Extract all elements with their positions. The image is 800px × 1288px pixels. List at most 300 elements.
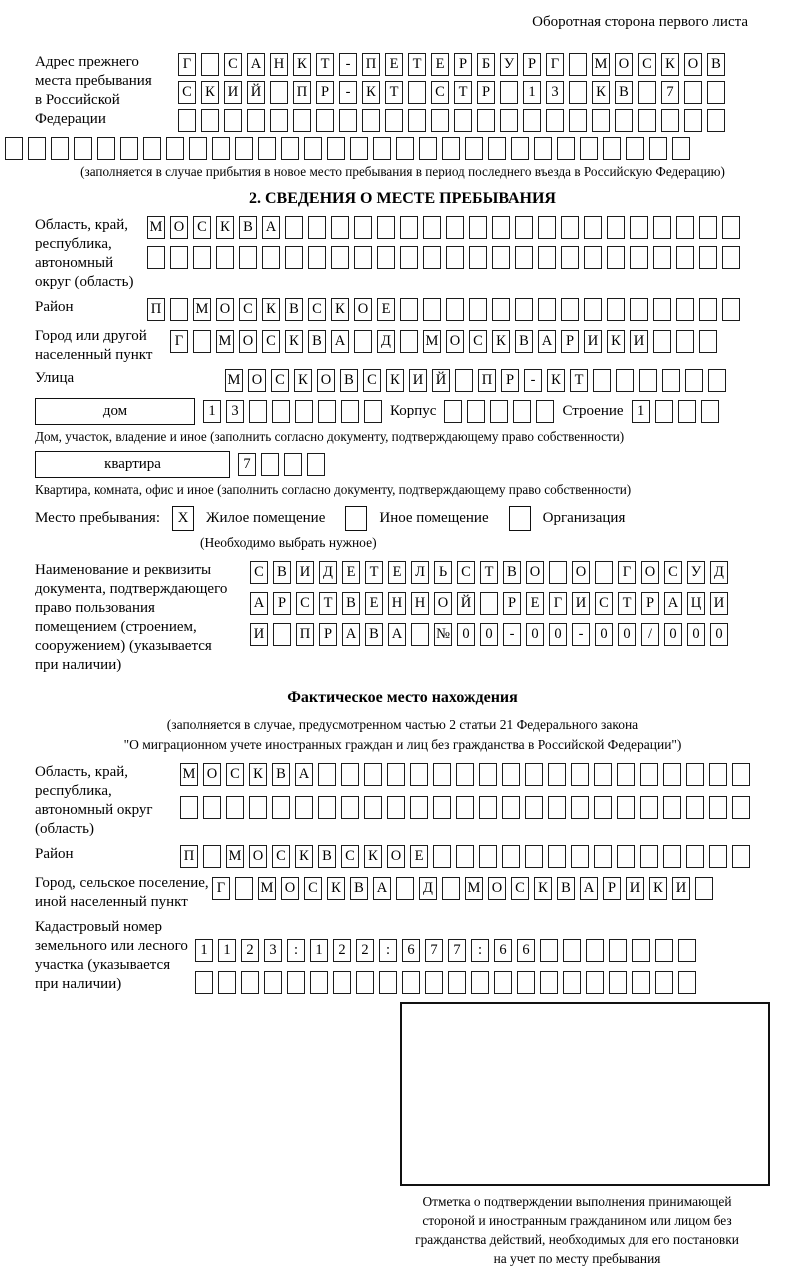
- char-box[interactable]: Т: [385, 81, 403, 104]
- char-box[interactable]: А: [331, 330, 349, 353]
- char-box[interactable]: [569, 53, 587, 76]
- char-box[interactable]: С: [664, 561, 682, 584]
- char-box[interactable]: О: [572, 561, 590, 584]
- char-box[interactable]: К: [294, 369, 312, 392]
- char-box[interactable]: П: [478, 369, 496, 392]
- char-box[interactable]: 7: [661, 81, 679, 104]
- char-box[interactable]: У: [500, 53, 518, 76]
- char-box[interactable]: [492, 298, 510, 321]
- char-box[interactable]: [396, 137, 414, 160]
- char-box[interactable]: О: [239, 330, 257, 353]
- char-box[interactable]: К: [285, 330, 303, 353]
- char-box[interactable]: 7: [448, 939, 466, 962]
- char-box[interactable]: [536, 400, 554, 423]
- prev-address-row-3[interactable]: [178, 109, 725, 132]
- char-box[interactable]: О: [248, 369, 266, 392]
- char-box[interactable]: [364, 796, 382, 819]
- char-box[interactable]: [262, 246, 280, 269]
- char-box[interactable]: -: [524, 369, 542, 392]
- char-box[interactable]: К: [386, 369, 404, 392]
- char-box[interactable]: 0: [687, 623, 705, 646]
- char-box[interactable]: 7: [425, 939, 443, 962]
- char-box[interactable]: [308, 246, 326, 269]
- char-box[interactable]: [170, 298, 188, 321]
- char-box[interactable]: [120, 137, 138, 160]
- char-box[interactable]: О: [354, 298, 372, 321]
- char-box[interactable]: 0: [595, 623, 613, 646]
- char-box[interactable]: [249, 796, 267, 819]
- char-box[interactable]: К: [293, 53, 311, 76]
- char-box[interactable]: [170, 246, 188, 269]
- char-box[interactable]: [444, 400, 462, 423]
- char-box[interactable]: Л: [411, 561, 429, 584]
- char-box[interactable]: [676, 216, 694, 239]
- char-box[interactable]: [563, 939, 581, 962]
- char-box[interactable]: [603, 137, 621, 160]
- doc-row-1[interactable]: [250, 561, 728, 584]
- char-box[interactable]: [469, 216, 487, 239]
- checkbox-inoe[interactable]: [345, 506, 367, 531]
- char-box[interactable]: [540, 971, 558, 994]
- char-box[interactable]: [455, 369, 473, 392]
- char-box[interactable]: [640, 763, 658, 786]
- char-box[interactable]: [663, 845, 681, 868]
- char-box[interactable]: Ц: [687, 592, 705, 615]
- char-box[interactable]: С: [341, 845, 359, 868]
- char-box[interactable]: [584, 246, 602, 269]
- char-box[interactable]: В: [273, 561, 291, 584]
- char-box[interactable]: [261, 453, 279, 476]
- char-box[interactable]: Е: [388, 561, 406, 584]
- char-box[interactable]: [247, 109, 265, 132]
- char-box[interactable]: Р: [603, 877, 621, 900]
- char-box[interactable]: Д: [710, 561, 728, 584]
- char-box[interactable]: №: [434, 623, 452, 646]
- char-box[interactable]: О: [387, 845, 405, 868]
- char-box[interactable]: Г: [170, 330, 188, 353]
- char-box[interactable]: [492, 216, 510, 239]
- char-box[interactable]: Т: [454, 81, 472, 104]
- char-box[interactable]: С: [511, 877, 529, 900]
- char-box[interactable]: Н: [411, 592, 429, 615]
- char-box[interactable]: А: [580, 877, 598, 900]
- char-box[interactable]: [270, 81, 288, 104]
- char-box[interactable]: [28, 137, 46, 160]
- char-box[interactable]: О: [641, 561, 659, 584]
- char-box[interactable]: [593, 369, 611, 392]
- char-box[interactable]: [285, 216, 303, 239]
- char-box[interactable]: [525, 763, 543, 786]
- char-box[interactable]: [423, 246, 441, 269]
- char-box[interactable]: [500, 81, 518, 104]
- char-box[interactable]: [272, 796, 290, 819]
- char-box[interactable]: [216, 246, 234, 269]
- char-box[interactable]: К: [331, 298, 349, 321]
- char-box[interactable]: 3: [546, 81, 564, 104]
- char-box[interactable]: К: [661, 53, 679, 76]
- char-box[interactable]: [203, 845, 221, 868]
- char-box[interactable]: [377, 216, 395, 239]
- char-box[interactable]: 1: [203, 400, 221, 423]
- char-box[interactable]: [548, 845, 566, 868]
- char-box[interactable]: [661, 109, 679, 132]
- char-box[interactable]: Е: [365, 592, 383, 615]
- char-box[interactable]: А: [247, 53, 265, 76]
- char-box[interactable]: О: [203, 763, 221, 786]
- char-box[interactable]: [446, 216, 464, 239]
- char-box[interactable]: Г: [549, 592, 567, 615]
- char-box[interactable]: Р: [501, 369, 519, 392]
- char-box[interactable]: Т: [570, 369, 588, 392]
- char-box[interactable]: С: [226, 763, 244, 786]
- char-box[interactable]: П: [147, 298, 165, 321]
- char-box[interactable]: [617, 845, 635, 868]
- char-box[interactable]: [241, 971, 259, 994]
- char-box[interactable]: [517, 971, 535, 994]
- char-box[interactable]: 6: [517, 939, 535, 962]
- char-box[interactable]: [479, 845, 497, 868]
- char-box[interactable]: Т: [316, 53, 334, 76]
- char-box[interactable]: [308, 216, 326, 239]
- char-box[interactable]: С: [469, 330, 487, 353]
- char-box[interactable]: [561, 246, 579, 269]
- char-box[interactable]: А: [373, 877, 391, 900]
- char-box[interactable]: С: [431, 81, 449, 104]
- char-box[interactable]: [423, 216, 441, 239]
- char-box[interactable]: [630, 246, 648, 269]
- char-box[interactable]: [272, 400, 290, 423]
- char-box[interactable]: К: [216, 216, 234, 239]
- char-box[interactable]: [616, 369, 634, 392]
- char-box[interactable]: С: [178, 81, 196, 104]
- char-box[interactable]: [166, 137, 184, 160]
- char-box[interactable]: Р: [523, 53, 541, 76]
- factual-oblast-row-2[interactable]: [180, 796, 750, 819]
- char-box[interactable]: [379, 971, 397, 994]
- char-box[interactable]: [479, 763, 497, 786]
- char-box[interactable]: [511, 137, 529, 160]
- char-box[interactable]: [411, 623, 429, 646]
- char-box[interactable]: О: [216, 298, 234, 321]
- char-box[interactable]: [701, 400, 719, 423]
- factual-raion-row[interactable]: [180, 845, 750, 868]
- char-box[interactable]: 1: [310, 939, 328, 962]
- char-box[interactable]: [672, 137, 690, 160]
- char-box[interactable]: [594, 763, 612, 786]
- char-box[interactable]: М: [147, 216, 165, 239]
- char-box[interactable]: С: [224, 53, 242, 76]
- char-box[interactable]: [356, 971, 374, 994]
- char-box[interactable]: [235, 877, 253, 900]
- char-box[interactable]: 0: [710, 623, 728, 646]
- oblast-row-2[interactable]: [147, 246, 740, 269]
- char-box[interactable]: [515, 246, 533, 269]
- char-box[interactable]: А: [250, 592, 268, 615]
- char-box[interactable]: И: [630, 330, 648, 353]
- char-box[interactable]: Р: [319, 623, 337, 646]
- char-box[interactable]: Е: [410, 845, 428, 868]
- char-box[interactable]: 3: [226, 400, 244, 423]
- char-box[interactable]: [364, 763, 382, 786]
- char-box[interactable]: Т: [319, 592, 337, 615]
- char-box[interactable]: Р: [477, 81, 495, 104]
- char-box[interactable]: [557, 137, 575, 160]
- char-box[interactable]: [456, 845, 474, 868]
- char-box[interactable]: О: [170, 216, 188, 239]
- char-box[interactable]: [354, 330, 372, 353]
- char-box[interactable]: [707, 81, 725, 104]
- char-box[interactable]: [295, 400, 313, 423]
- char-box[interactable]: [471, 971, 489, 994]
- char-box[interactable]: 2: [241, 939, 259, 962]
- char-box[interactable]: [492, 246, 510, 269]
- char-box[interactable]: В: [615, 81, 633, 104]
- char-box[interactable]: У: [687, 561, 705, 584]
- char-box[interactable]: [548, 763, 566, 786]
- char-box[interactable]: С: [250, 561, 268, 584]
- char-box[interactable]: [377, 246, 395, 269]
- char-box[interactable]: [310, 971, 328, 994]
- char-box[interactable]: [469, 246, 487, 269]
- char-box[interactable]: В: [318, 845, 336, 868]
- char-box[interactable]: :: [379, 939, 397, 962]
- char-box[interactable]: И: [672, 877, 690, 900]
- char-box[interactable]: С: [304, 877, 322, 900]
- char-box[interactable]: О: [684, 53, 702, 76]
- stroenie-row[interactable]: [632, 400, 719, 423]
- char-box[interactable]: [454, 109, 472, 132]
- char-box[interactable]: Г: [546, 53, 564, 76]
- char-box[interactable]: [178, 109, 196, 132]
- char-box[interactable]: [5, 137, 23, 160]
- char-box[interactable]: М: [258, 877, 276, 900]
- char-box[interactable]: 2: [333, 939, 351, 962]
- char-box[interactable]: О: [446, 330, 464, 353]
- char-box[interactable]: [249, 400, 267, 423]
- char-box[interactable]: [490, 400, 508, 423]
- char-box[interactable]: /: [641, 623, 659, 646]
- char-box[interactable]: О: [488, 877, 506, 900]
- char-box[interactable]: К: [492, 330, 510, 353]
- char-box[interactable]: [408, 81, 426, 104]
- char-box[interactable]: [502, 796, 520, 819]
- char-box[interactable]: [525, 845, 543, 868]
- char-box[interactable]: Ь: [434, 561, 452, 584]
- char-box[interactable]: [189, 137, 207, 160]
- char-box[interactable]: [327, 137, 345, 160]
- char-box[interactable]: [423, 298, 441, 321]
- prev-address-row-1[interactable]: [178, 53, 725, 76]
- char-box[interactable]: [678, 971, 696, 994]
- char-box[interactable]: Й: [247, 81, 265, 104]
- factual-gorod-row[interactable]: [212, 877, 713, 900]
- char-box[interactable]: 3: [264, 939, 282, 962]
- char-box[interactable]: :: [471, 939, 489, 962]
- char-box[interactable]: [331, 246, 349, 269]
- char-box[interactable]: [304, 137, 322, 160]
- char-box[interactable]: [538, 216, 556, 239]
- char-box[interactable]: И: [409, 369, 427, 392]
- char-box[interactable]: С: [272, 845, 290, 868]
- char-box[interactable]: М: [193, 298, 211, 321]
- char-box[interactable]: [318, 400, 336, 423]
- char-box[interactable]: Р: [454, 53, 472, 76]
- char-box[interactable]: А: [262, 216, 280, 239]
- char-box[interactable]: [201, 53, 219, 76]
- char-box[interactable]: [410, 763, 428, 786]
- char-box[interactable]: [722, 298, 740, 321]
- char-box[interactable]: [676, 246, 694, 269]
- char-box[interactable]: Н: [388, 592, 406, 615]
- char-box[interactable]: К: [249, 763, 267, 786]
- char-box[interactable]: [630, 216, 648, 239]
- char-box[interactable]: А: [388, 623, 406, 646]
- char-box[interactable]: [538, 246, 556, 269]
- char-box[interactable]: И: [296, 561, 314, 584]
- char-box[interactable]: [387, 796, 405, 819]
- char-box[interactable]: [662, 369, 680, 392]
- char-box[interactable]: [212, 137, 230, 160]
- char-box[interactable]: [630, 298, 648, 321]
- char-box[interactable]: [285, 246, 303, 269]
- char-box[interactable]: [354, 246, 372, 269]
- char-box[interactable]: [678, 400, 696, 423]
- char-box[interactable]: [722, 246, 740, 269]
- char-box[interactable]: [433, 796, 451, 819]
- char-box[interactable]: [74, 137, 92, 160]
- char-box[interactable]: [318, 763, 336, 786]
- char-box[interactable]: [515, 298, 533, 321]
- char-box[interactable]: [431, 109, 449, 132]
- gorod-row[interactable]: [170, 330, 717, 353]
- char-box[interactable]: [549, 561, 567, 584]
- char-box[interactable]: О: [317, 369, 335, 392]
- char-box[interactable]: М: [225, 369, 243, 392]
- char-box[interactable]: К: [262, 298, 280, 321]
- char-box[interactable]: [350, 137, 368, 160]
- char-box[interactable]: [653, 298, 671, 321]
- char-box[interactable]: [686, 763, 704, 786]
- char-box[interactable]: О: [526, 561, 544, 584]
- char-box[interactable]: [640, 796, 658, 819]
- char-box[interactable]: [638, 81, 656, 104]
- char-box[interactable]: [584, 298, 602, 321]
- char-box[interactable]: И: [710, 592, 728, 615]
- char-box[interactable]: 0: [480, 623, 498, 646]
- char-box[interactable]: [586, 939, 604, 962]
- char-box[interactable]: [502, 763, 520, 786]
- char-box[interactable]: Р: [561, 330, 579, 353]
- char-box[interactable]: [676, 298, 694, 321]
- char-box[interactable]: [722, 216, 740, 239]
- char-box[interactable]: [632, 971, 650, 994]
- char-box[interactable]: [632, 939, 650, 962]
- char-box[interactable]: [284, 453, 302, 476]
- char-box[interactable]: [609, 971, 627, 994]
- char-box[interactable]: [571, 845, 589, 868]
- char-box[interactable]: -: [339, 81, 357, 104]
- char-box[interactable]: А: [538, 330, 556, 353]
- char-box[interactable]: М: [592, 53, 610, 76]
- char-box[interactable]: [640, 845, 658, 868]
- char-box[interactable]: Б: [477, 53, 495, 76]
- char-box[interactable]: [201, 109, 219, 132]
- char-box[interactable]: [218, 971, 236, 994]
- char-box[interactable]: [709, 845, 727, 868]
- char-box[interactable]: В: [515, 330, 533, 353]
- char-box[interactable]: [569, 109, 587, 132]
- char-box[interactable]: [563, 971, 581, 994]
- char-box[interactable]: В: [707, 53, 725, 76]
- char-box[interactable]: [626, 137, 644, 160]
- char-box[interactable]: [339, 109, 357, 132]
- char-box[interactable]: [433, 763, 451, 786]
- korpus-row[interactable]: [444, 400, 554, 423]
- char-box[interactable]: [400, 298, 418, 321]
- char-box[interactable]: [293, 109, 311, 132]
- char-box[interactable]: [180, 796, 198, 819]
- char-box[interactable]: [684, 109, 702, 132]
- char-box[interactable]: М: [465, 877, 483, 900]
- char-box[interactable]: [433, 845, 451, 868]
- char-box[interactable]: [569, 81, 587, 104]
- char-box[interactable]: [663, 796, 681, 819]
- char-box[interactable]: [548, 796, 566, 819]
- char-box[interactable]: А: [295, 763, 313, 786]
- char-box[interactable]: [709, 796, 727, 819]
- char-box[interactable]: [258, 137, 276, 160]
- char-box[interactable]: [571, 763, 589, 786]
- char-box[interactable]: [615, 109, 633, 132]
- char-box[interactable]: [442, 877, 460, 900]
- char-box[interactable]: 0: [549, 623, 567, 646]
- char-box[interactable]: -: [503, 623, 521, 646]
- char-box[interactable]: Н: [270, 53, 288, 76]
- char-box[interactable]: С: [595, 592, 613, 615]
- char-box[interactable]: И: [250, 623, 268, 646]
- char-box[interactable]: [607, 216, 625, 239]
- char-box[interactable]: [448, 971, 466, 994]
- char-box[interactable]: С: [239, 298, 257, 321]
- char-box[interactable]: С: [262, 330, 280, 353]
- char-box[interactable]: С: [296, 592, 314, 615]
- char-box[interactable]: С: [308, 298, 326, 321]
- factual-oblast-row-1[interactable]: [180, 763, 750, 786]
- char-box[interactable]: [515, 216, 533, 239]
- char-box[interactable]: [400, 330, 418, 353]
- char-box[interactable]: [580, 137, 598, 160]
- char-box[interactable]: Е: [431, 53, 449, 76]
- char-box[interactable]: [653, 246, 671, 269]
- char-box[interactable]: Е: [385, 53, 403, 76]
- char-box[interactable]: [387, 763, 405, 786]
- char-box[interactable]: [686, 796, 704, 819]
- char-box[interactable]: [362, 109, 380, 132]
- char-box[interactable]: [331, 216, 349, 239]
- char-box[interactable]: [617, 796, 635, 819]
- oblast-row-1[interactable]: [147, 216, 740, 239]
- char-box[interactable]: [639, 369, 657, 392]
- char-box[interactable]: [143, 137, 161, 160]
- char-box[interactable]: [385, 109, 403, 132]
- char-box[interactable]: [402, 971, 420, 994]
- char-box[interactable]: [609, 939, 627, 962]
- char-box[interactable]: [538, 298, 556, 321]
- char-box[interactable]: [465, 137, 483, 160]
- char-box[interactable]: Р: [273, 592, 291, 615]
- char-box[interactable]: С: [193, 216, 211, 239]
- char-box[interactable]: [226, 796, 244, 819]
